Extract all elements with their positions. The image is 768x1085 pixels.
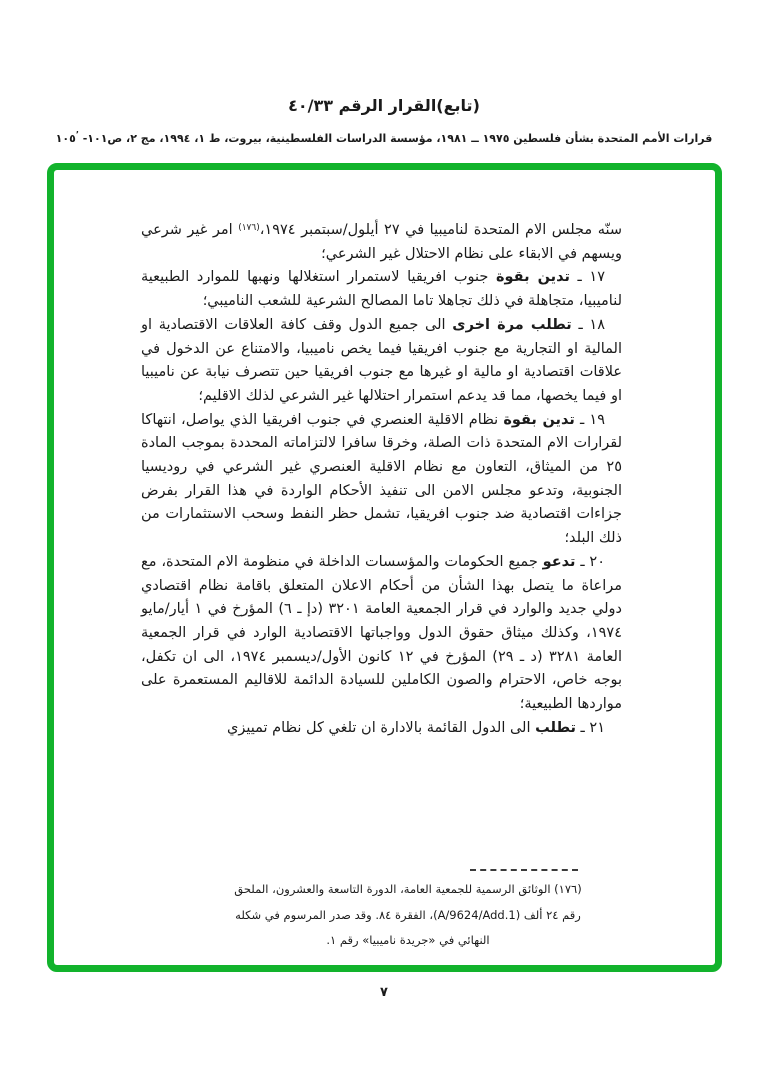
citation-end-mark: ٬ [75, 130, 79, 139]
page-number: ٧ [380, 985, 388, 1000]
footnote-reference: (١٧٦) [238, 223, 260, 233]
paragraph-text: الى الدول القائمة بالادارة ان تلغي كل نظام تمييزي [226, 719, 536, 736]
body-paragraphs [141, 217, 622, 740]
paragraph [141, 266, 622, 313]
paragraph-text: جنوب افريقيا لاستمرار استغلالها ونهبها للموارد الطبيعية لناميبيا، متجاهلة في ذلك تجاهلا تاما المصالح الشرعية للشعب الناميبي؛ [141, 269, 622, 310]
paragraph-text: نظام الاقلية العنصري في جنوب افريقيا الذي يواصل، انتهاكا لقرارات الام المتحدة ذات الصلة، وخرقا سافرا لالتزاماته المحددة بموجب المادة ٢٥ من الميثاق، التعاون مع نظام الاقلية العنصري غير الشرعي في روديسيا الجنوبية، وتدعو مجلس الامن الى تنفيذ الأحكام الواردة في هذا القرار بفرض جزاءات اقتصادية ضد جنوب افريقيا، تشمل حظر النفط وسحب الاستثمارات من ذلك البلد؛ [141, 411, 622, 547]
paragraph-text: امر غير شرعي ويسهم في الابقاء على نظام الاحتلال غير الشرعي؛ [141, 222, 622, 262]
footnote-separator [470, 869, 578, 871]
paragraph-text: ١٨ ـ [571, 316, 605, 333]
paragraph-lead-bold: تدعو [542, 553, 576, 570]
paragraph [141, 717, 622, 741]
paragraph-text: الى جميع الدول وقف كافة العلاقات الاقتصادية او المالية او التجارية مع جنوب افريقيا فيما يخص ناميبيا، والامتناع عن الدخول في علاقات اقتصادية او مالية او غيرها مع جنوب افريقيا حين تتصرف نيابة عن ناميبيا او فيما يخصها، مما قد يدعم استمرار احتلالها غير الشرعي لذلك الاقليم؛ [141, 316, 622, 404]
page-title: (تابع)القرار الرقم ٤٠/٣٣ [288, 96, 480, 115]
paragraph-text: ٢١ ـ [575, 719, 605, 736]
footnote: (١٧٦) الوثائق الرسمية للجمعية العامة، الدورة التاسعة والعشرون، الملحق رقم ٢٤ ألف (A/9624/Add.1)، الفقرة ٨٤. وقد صدر المرسوم في شكله النهائي في «جريدة ناميبيا» رقم ١. [234, 882, 582, 947]
paragraph [141, 409, 622, 551]
paragraph-lead-bold: تطلب [535, 719, 576, 736]
paragraph-text: سنّه مجلس الام المتحدة لناميبيا في ٢٧ أيلول/سبتمبر ١٩٧٤، [259, 222, 622, 238]
green-border-frame [47, 163, 722, 972]
paragraph-lead-bold: تطلب مرة اخرى [452, 316, 572, 333]
paragraph [141, 314, 622, 409]
paragraph-text: ١٩ ـ [574, 411, 605, 428]
paragraph [141, 217, 622, 266]
paragraph-text: جميع الحكومات والمؤسسات الداخلة في منظومة الام المتحدة، مع مراعاة ما يتصل بهذا الشأن من أحكام الاعلان المتعلق باقامة نظام اقتصادي دولي جديد والوارد في قرار الجمعية العامة ٣٢٠١ (دإ ـ ٦) المؤرخ في ١ أيار/مايو ١٩٧٤، وكذلك ميثاق حقوق الدول وواجباتها الاقتصادية الوارد في قرار الجمعية العامة ٣٢٨١ (د ـ ٢٩) المؤرخ في ١٢ كانون الأول/ديسمبر ١٩٧٤، الى ان تكفل، بوجه خاص، الاحترام والصون الكاملين للسيادة الدائمة للاقاليم المستعمرة على مواردها الطبيعية؛ [141, 553, 623, 713]
paragraph-text: ١٧ ـ [569, 269, 605, 286]
paragraph [141, 551, 622, 717]
paragraph-text: ٢٠ ـ [575, 553, 605, 570]
paragraph-lead-bold: تدين بقوة [503, 411, 575, 428]
paragraph-lead-bold: تدين بقوة [495, 269, 570, 286]
source-citation-line [0, 130, 768, 145]
source-citation-text: قرارات الأمم المتحدة بشأن فلسطين ١٩٧٥ ــ ١٩٨١، مؤسسة الدراسات الفلسطينية، بيروت، ط ١، ١٩٩٤، مج ٢، ص١٠١- ١٠٥ [55, 132, 713, 145]
